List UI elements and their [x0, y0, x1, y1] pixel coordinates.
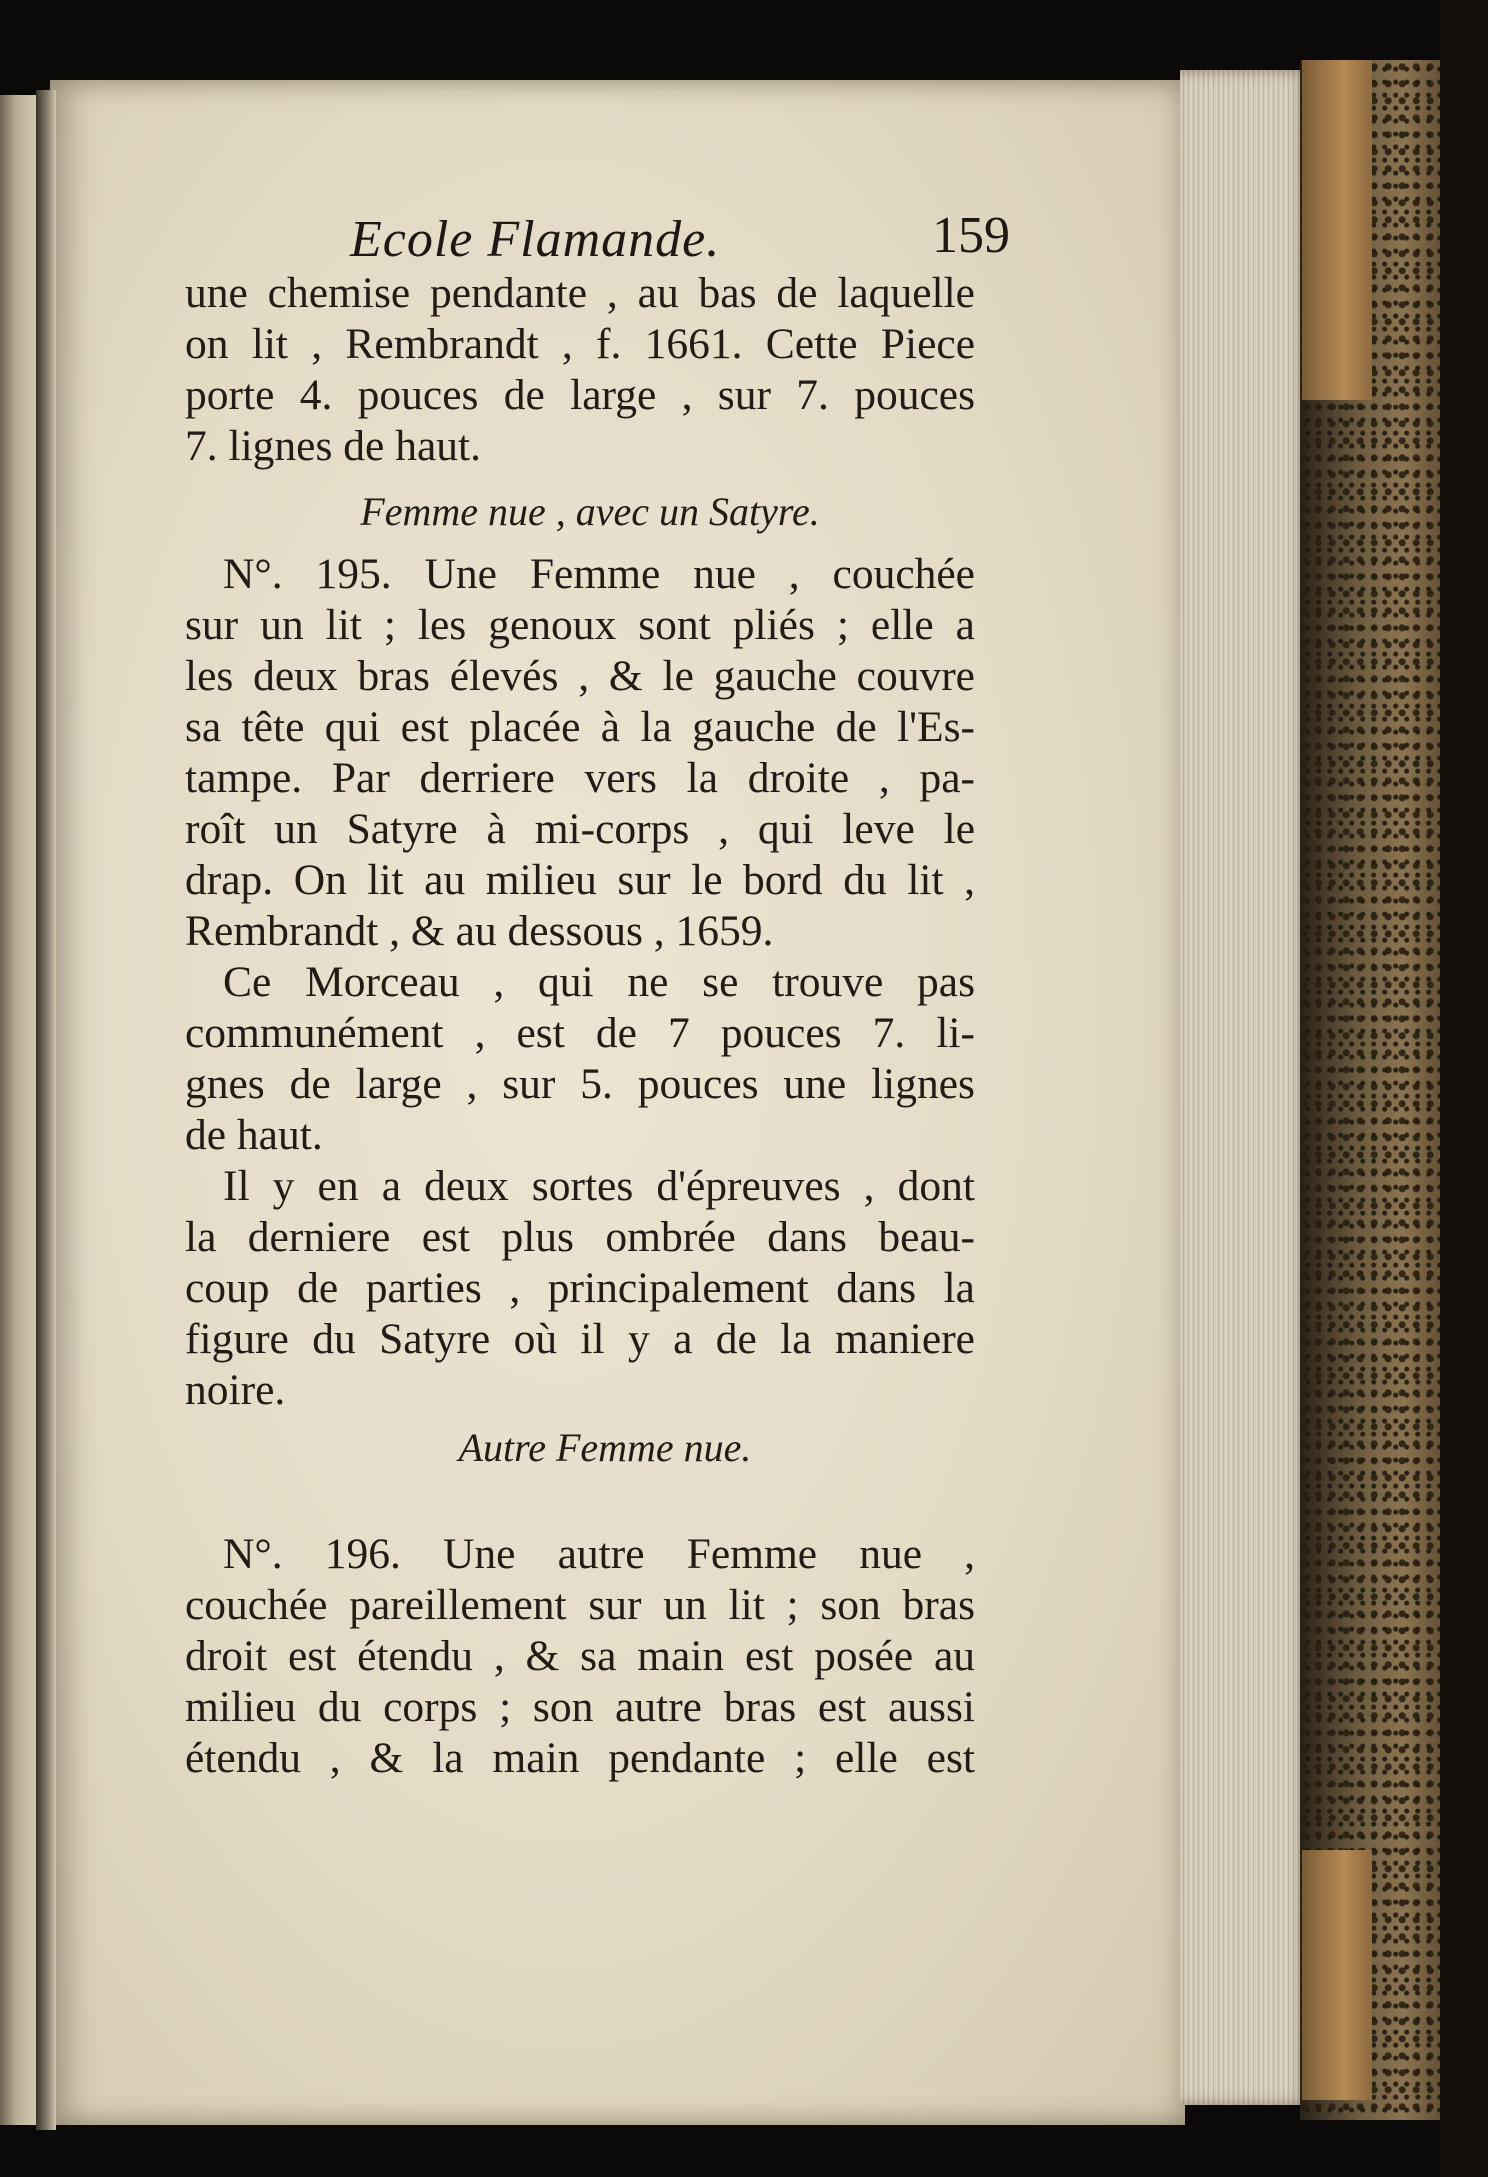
entry-line: les deux bras élevés , & le gauche couvre [185, 652, 975, 700]
text-line: la derniere est plus ombrée dans beau- [185, 1213, 975, 1261]
entry-line: couchée pareillement sur un lit ; son bras [185, 1581, 975, 1629]
entry-line: sa tête qui est placée à la gauche de l'Es- [185, 703, 975, 751]
page-number: 159 [932, 207, 1010, 264]
entry-line: milieu du corps ; son autre bras est aussi [185, 1683, 975, 1731]
entry-line: droit est étendu , & sa main est posée au [185, 1632, 975, 1680]
entry-line: drap. On lit au milieu sur le bord du lit , [185, 856, 975, 904]
section-heading: Autre Femme nue. [458, 1425, 752, 1470]
background-edge [1440, 0, 1488, 2177]
running-head-title: Ecole Flamande. [350, 211, 721, 268]
text-line: de haut. [185, 1111, 323, 1159]
entry-line: Rembrandt , & au dessous , 1659. [185, 907, 774, 955]
entry-line: sur un lit ; les genoux sont pliés ; elle a [185, 601, 975, 649]
text-line: on lit , Rembrandt , f. 1661. Cette Piece [185, 320, 975, 368]
text-line: gnes de large , sur 5. pouces une lignes [185, 1060, 975, 1108]
entry-line: roît un Satyre à mi-corps , qui leve le [185, 805, 975, 853]
entry-line: tampe. Par derriere vers la droite , pa- [185, 754, 975, 802]
text-line: porte 4. pouces de large , sur 7. pouces [185, 371, 975, 419]
cover-corner-top [1302, 60, 1372, 400]
entry-line: N°. 196. Une autre Femme nue , [223, 1530, 975, 1578]
text-line: noire. [185, 1366, 286, 1414]
page-block-edge [1180, 70, 1310, 2105]
gutter-shadow [36, 90, 56, 2130]
entry-line: étendu , & la main pendante ; elle est [185, 1734, 975, 1782]
cover-corner-bottom [1302, 1850, 1372, 2100]
text-line: une chemise pendante , au bas de laquelle [185, 269, 975, 317]
text-line: figure du Satyre où il y a de la maniere [185, 1315, 975, 1363]
section-heading: Femme nue , avec un Satyre. [360, 489, 820, 534]
text-line: Ce Morceau , qui ne se trouve pas [223, 958, 975, 1006]
text-line: coup de parties , principalement dans la [185, 1264, 975, 1312]
text-line: communément , est de 7 pouces 7. li- [185, 1009, 975, 1057]
text-line: Il y en a deux sortes d'épreuves , dont [223, 1162, 975, 1210]
entry-line: N°. 195. Une Femme nue , couchée [223, 550, 975, 598]
body-text [185, 268, 975, 1784]
previous-page-edge [0, 95, 40, 2125]
text-line: 7. lignes de haut. [185, 422, 481, 470]
